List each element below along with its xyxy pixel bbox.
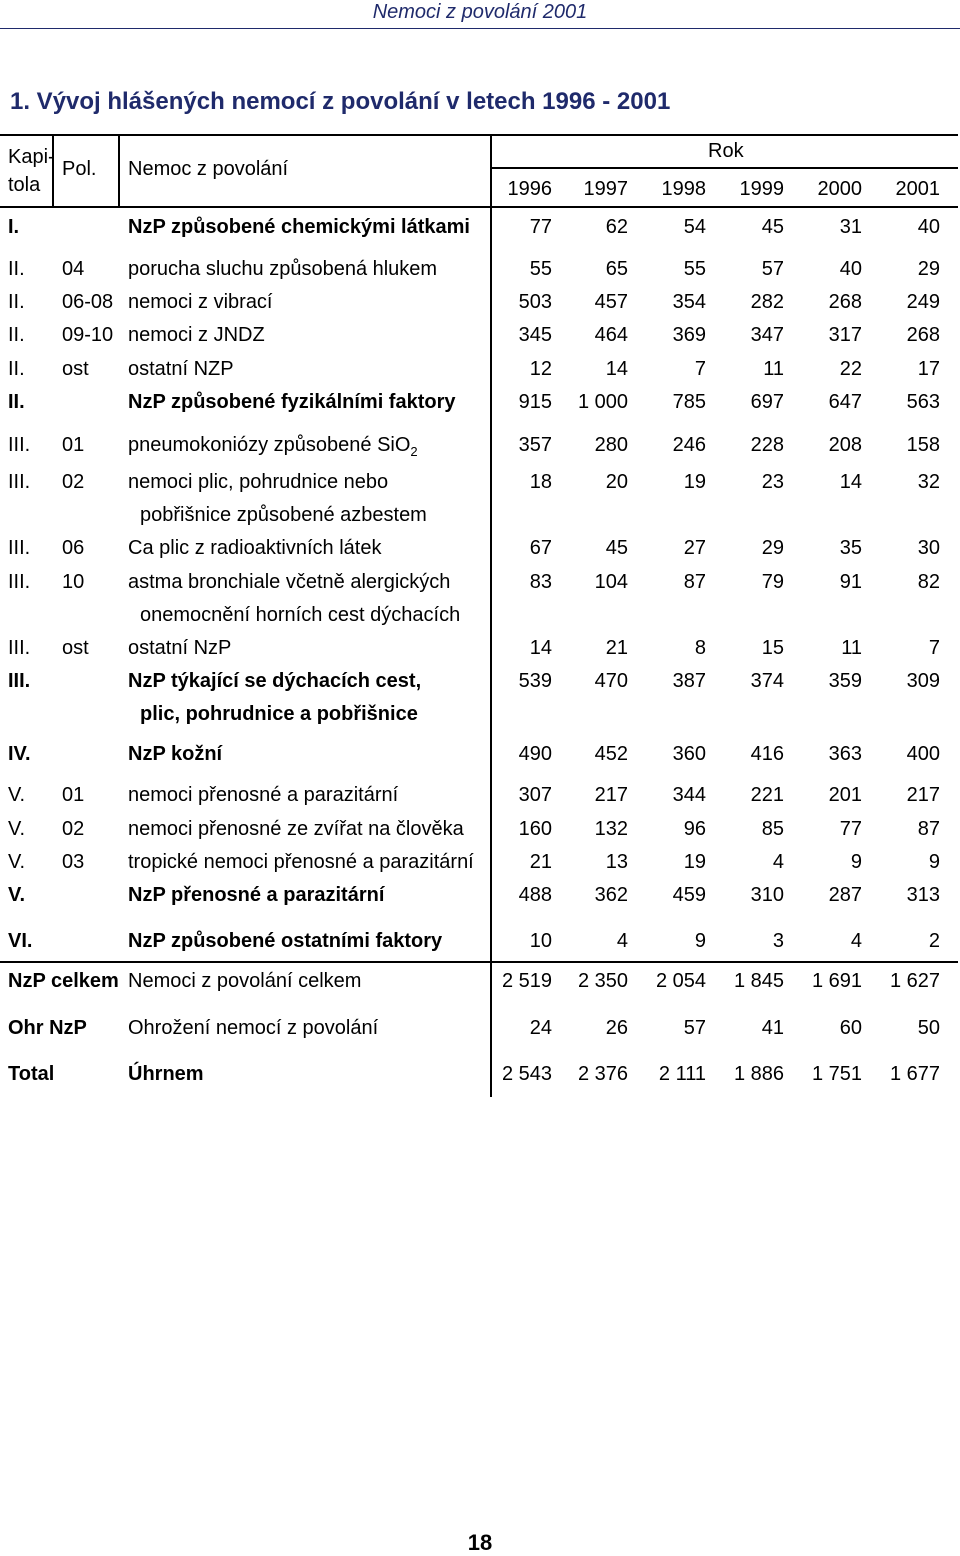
row-value: 14 xyxy=(529,637,552,659)
row-value: 387 xyxy=(672,670,706,692)
row-value: 9 xyxy=(928,851,940,873)
row-name: pneumokoniózy způsobené SiO$_2$ xyxy=(128,434,418,459)
row-value: 55 xyxy=(683,258,706,280)
row-value: 362 xyxy=(594,884,628,906)
row-value: 539 xyxy=(518,670,552,692)
row-value: 1 677 xyxy=(889,1063,940,1085)
nemoc-header: Nemoc z povolání xyxy=(128,158,289,180)
row-value: 30 xyxy=(917,537,940,559)
row-pol: 02 xyxy=(62,818,85,840)
row-value: 132 xyxy=(594,818,628,840)
row-name: astma bronchiale včetně alergických xyxy=(128,571,451,593)
row-value: 87 xyxy=(917,818,940,840)
row-value: 1 627 xyxy=(889,970,940,992)
row-chapter: NzP celkem xyxy=(8,970,119,992)
row-value: 1 845 xyxy=(733,970,784,992)
row-value: 697 xyxy=(750,391,784,413)
row-value: 160 xyxy=(518,818,552,840)
row-name-subscript: 2 xyxy=(410,444,418,459)
row-value: 317 xyxy=(828,324,862,346)
row-value: 21 xyxy=(605,637,628,659)
row-value: 369 xyxy=(672,324,706,346)
row-value: 310 xyxy=(750,884,784,906)
row-value: 17 xyxy=(917,358,940,380)
row-value: 8 xyxy=(694,637,706,659)
row-value: 4 xyxy=(772,851,784,873)
row-value: 4 xyxy=(616,930,628,952)
row-name: NzP způsobené fyzikálními faktory xyxy=(128,391,456,413)
row-value: 217 xyxy=(594,784,628,806)
total-separator-rule xyxy=(0,961,958,963)
kapitola-divider xyxy=(52,134,54,206)
row-name: Ohrožení nemocí z povolání xyxy=(128,1017,379,1039)
row-chapter: V. xyxy=(8,884,26,906)
page-number: 18 xyxy=(467,1530,493,1555)
row-value: 503 xyxy=(518,291,552,313)
row-value: 400 xyxy=(906,743,940,765)
year-header: 2000 xyxy=(817,178,862,200)
row-value: 488 xyxy=(518,884,552,906)
row-value: 18 xyxy=(529,471,552,493)
header-rule xyxy=(0,28,960,29)
row-value: 62 xyxy=(605,216,628,238)
row-name: nemoci přenosné a parazitární xyxy=(128,784,399,806)
row-value: 363 xyxy=(828,743,862,765)
row-value: 2 xyxy=(928,930,940,952)
row-value: 287 xyxy=(828,884,862,906)
row-pol: ost xyxy=(62,358,89,380)
row-chapter: I. xyxy=(8,216,20,238)
row-value: 217 xyxy=(906,784,940,806)
row-name: nemoci plic, pohrudnice nebo xyxy=(128,471,389,493)
row-pol: 01 xyxy=(62,784,85,806)
row-value: 3 xyxy=(772,930,784,952)
year-header: 2001 xyxy=(895,178,940,200)
row-value: 41 xyxy=(761,1017,784,1039)
row-value: 201 xyxy=(828,784,862,806)
row-chapter: II. xyxy=(8,324,25,346)
row-value: 40 xyxy=(839,258,862,280)
year-header: 1999 xyxy=(739,178,784,200)
row-name: nemoci z JNDZ xyxy=(128,324,265,346)
row-chapter: Ohr NzP xyxy=(8,1017,87,1039)
running-header: Nemoci z povolání 2001 xyxy=(372,1,588,23)
row-value: 87 xyxy=(683,571,706,593)
row-value: 24 xyxy=(529,1017,552,1039)
row-value: 228 xyxy=(750,434,784,456)
row-value: 13 xyxy=(605,851,628,873)
row-chapter: III. xyxy=(8,434,31,456)
row-value: 12 xyxy=(529,358,552,380)
row-value: 221 xyxy=(750,784,784,806)
row-value: 357 xyxy=(518,434,552,456)
row-value: 1 691 xyxy=(811,970,862,992)
year-header: 1997 xyxy=(583,178,628,200)
row-chapter: II. xyxy=(8,358,25,380)
header-top-rule xyxy=(0,134,958,136)
rok-header: Rok xyxy=(708,140,744,162)
row-pol: 09-10 xyxy=(62,324,114,346)
row-value: 7 xyxy=(694,358,706,380)
row-value: 457 xyxy=(594,291,628,313)
row-name-continuation: plic, pohrudnice a pobřišnice xyxy=(140,703,418,725)
row-value: 2 376 xyxy=(577,1063,628,1085)
row-name: Úhrnem xyxy=(128,1063,204,1085)
header-bottom-rule xyxy=(0,206,958,208)
row-name: NzP přenosné a parazitární xyxy=(128,884,385,906)
row-value: 57 xyxy=(761,258,784,280)
row-value: 464 xyxy=(594,324,628,346)
row-name: Nemoci z povolání celkem xyxy=(128,970,362,992)
row-value: 60 xyxy=(839,1017,862,1039)
row-value: 345 xyxy=(518,324,552,346)
row-value: 9 xyxy=(694,930,706,952)
row-value: 83 xyxy=(529,571,552,593)
row-value: 77 xyxy=(529,216,552,238)
row-value: 45 xyxy=(761,216,784,238)
row-chapter: III. xyxy=(8,670,31,692)
row-name: Ca plic z radioaktivních látek xyxy=(128,537,382,559)
row-chapter: V. xyxy=(8,851,26,873)
row-chapter: III. xyxy=(8,571,31,593)
row-value: 50 xyxy=(917,1017,940,1039)
row-value: 104 xyxy=(594,571,628,593)
row-chapter: V. xyxy=(8,818,26,840)
row-name: NzP kožní xyxy=(128,743,223,765)
row-value: 647 xyxy=(828,391,862,413)
row-chapter: III. xyxy=(8,471,31,493)
row-value: 57 xyxy=(683,1017,706,1039)
row-chapter: IV. xyxy=(8,743,31,765)
year-header: 1998 xyxy=(661,178,706,200)
row-chapter: II. xyxy=(8,258,25,280)
row-value: 354 xyxy=(672,291,706,313)
row-value: 563 xyxy=(906,391,940,413)
row-pol: 10 xyxy=(62,571,85,593)
row-value: 785 xyxy=(672,391,706,413)
row-value: 459 xyxy=(672,884,706,906)
year-subheader-rule xyxy=(490,167,958,169)
row-value: 2 350 xyxy=(577,970,628,992)
row-value: 452 xyxy=(594,743,628,765)
pol-header: Pol. xyxy=(62,158,97,180)
row-chapter: III. xyxy=(8,537,31,559)
row-value: 374 xyxy=(750,670,784,692)
row-value: 19 xyxy=(683,851,706,873)
row-name: ostatní NzP xyxy=(128,637,232,659)
row-pol: 06-08 xyxy=(62,291,114,313)
row-value: 67 xyxy=(529,537,552,559)
kapitola-header-line2: tola xyxy=(8,174,41,196)
row-value: 309 xyxy=(906,670,940,692)
row-value: 2 054 xyxy=(655,970,706,992)
row-value: 1 886 xyxy=(733,1063,784,1085)
row-value: 54 xyxy=(683,216,706,238)
row-value: 313 xyxy=(906,884,940,906)
row-value: 65 xyxy=(605,258,628,280)
row-value: 282 xyxy=(750,291,784,313)
row-value: 22 xyxy=(839,358,862,380)
row-value: 416 xyxy=(750,743,784,765)
row-pol: 03 xyxy=(62,851,85,873)
row-value: 268 xyxy=(906,324,940,346)
row-value: 29 xyxy=(761,537,784,559)
row-value: 344 xyxy=(672,784,706,806)
row-value: 26 xyxy=(605,1017,628,1039)
row-value: 31 xyxy=(839,216,862,238)
row-value: 15 xyxy=(761,637,784,659)
name-divider xyxy=(490,134,492,1097)
row-value: 14 xyxy=(839,471,862,493)
row-name-continuation: onemocnění horních cest dýchacích xyxy=(140,604,461,626)
row-value: 14 xyxy=(605,358,628,380)
row-value: 96 xyxy=(683,818,706,840)
row-value: 2 543 xyxy=(501,1063,552,1085)
row-value: 19 xyxy=(683,471,706,493)
row-name: porucha sluchu způsobená hlukem xyxy=(128,258,438,280)
row-value: 1 751 xyxy=(811,1063,862,1085)
row-value: 915 xyxy=(518,391,552,413)
row-value: 40 xyxy=(917,216,940,238)
row-pol: 01 xyxy=(62,434,85,456)
row-value: 268 xyxy=(828,291,862,313)
row-chapter: II. xyxy=(8,391,25,413)
row-value: 208 xyxy=(828,434,862,456)
row-value: 7 xyxy=(928,637,940,659)
row-name: NzP způsobené chemickými látkami xyxy=(128,216,470,238)
row-value: 35 xyxy=(839,537,862,559)
row-value: 359 xyxy=(828,670,862,692)
year-header: 1996 xyxy=(507,178,552,200)
row-name: NzP týkající se dýchacích cest, xyxy=(128,670,422,692)
row-value: 10 xyxy=(529,930,552,952)
row-chapter: III. xyxy=(8,637,31,659)
row-name: ostatní NZP xyxy=(128,358,234,380)
row-value: 470 xyxy=(594,670,628,692)
pol-divider xyxy=(118,134,120,206)
row-value: 82 xyxy=(917,571,940,593)
row-value: 11 xyxy=(763,358,784,380)
kapitola-header-line1: Kapi- xyxy=(8,146,55,168)
row-value: 307 xyxy=(518,784,552,806)
row-value: 347 xyxy=(750,324,784,346)
row-name: tropické nemoci přenosné a parazitární xyxy=(128,851,474,873)
row-chapter: V. xyxy=(8,784,26,806)
row-value: 246 xyxy=(672,434,706,456)
row-value: 2 519 xyxy=(501,970,552,992)
row-name: nemoci z vibrací xyxy=(128,291,273,313)
row-pol: ost xyxy=(62,637,89,659)
row-chapter: Total xyxy=(8,1063,55,1085)
row-chapter: VI. xyxy=(8,930,33,952)
row-value: 29 xyxy=(917,258,940,280)
row-value: 360 xyxy=(672,743,706,765)
row-value: 280 xyxy=(594,434,628,456)
row-chapter: II. xyxy=(8,291,25,313)
row-value: 79 xyxy=(761,571,784,593)
row-name: NzP způsobené ostatními faktory xyxy=(128,930,443,952)
row-value: 11 xyxy=(841,637,862,659)
row-value: 32 xyxy=(917,471,940,493)
row-value: 490 xyxy=(518,743,552,765)
row-value: 2 111 xyxy=(658,1063,706,1085)
row-name-continuation: pobřišnice způsobené azbestem xyxy=(140,504,427,526)
row-value: 77 xyxy=(839,818,862,840)
row-value: 249 xyxy=(906,291,940,313)
row-pol: 04 xyxy=(62,258,85,280)
row-value: 55 xyxy=(529,258,552,280)
row-value: 21 xyxy=(529,851,552,873)
row-value: 1 000 xyxy=(577,391,628,413)
row-value: 4 xyxy=(850,930,862,952)
row-value: 27 xyxy=(683,537,706,559)
row-value: 23 xyxy=(761,471,784,493)
row-value: 85 xyxy=(761,818,784,840)
row-value: 158 xyxy=(906,434,940,456)
table-title: 1. Vývoj hlášených nemocí z povolání v letech 1996 - 2001 xyxy=(10,88,671,115)
row-value: 9 xyxy=(850,851,862,873)
row-name: nemoci přenosné ze zvířat na člověka xyxy=(128,818,464,840)
row-value: 91 xyxy=(839,571,862,593)
row-pol: 02 xyxy=(62,471,85,493)
row-pol: 06 xyxy=(62,537,85,559)
row-value: 45 xyxy=(605,537,628,559)
row-value: 20 xyxy=(605,471,628,493)
